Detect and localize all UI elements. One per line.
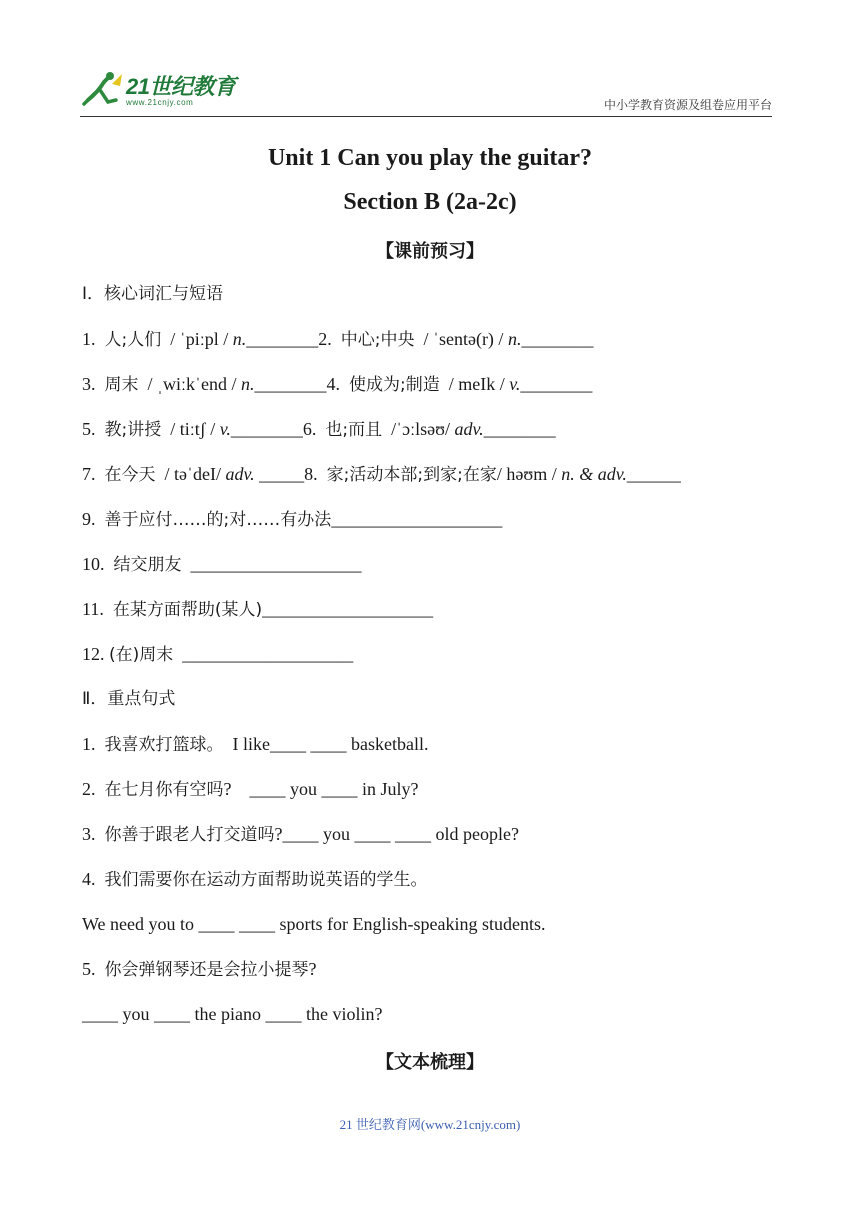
part2-heading: Ⅱ．重点句式: [82, 689, 176, 709]
logo-text: 21世纪教育: [126, 74, 236, 99]
vocab-line-2: 3. 周末 / ˌwiːkˈend / n.________4. 使成为;制造 / meIk / v.________: [82, 374, 593, 395]
header-platform-label: 中小学教育资源及组卷应用平台: [603, 98, 772, 112]
page-header: [80, 66, 772, 117]
vocab-line-1: 1. 人;人们 / ˈpiːpl / n.________2. 中心;中央 / ˈsentə(r) / n.________: [82, 329, 594, 350]
page-subtitle: Section B (2a-2c): [343, 189, 517, 215]
sentence-line-2: 2. 在七月你有空吗? ____ you ____ in July?: [82, 779, 419, 800]
sentence-line-5-en: ____ you ____ the piano ____ the violin?: [82, 1004, 383, 1024]
vocab-line-7: 11. 在某方面帮助(某人)___________________: [82, 599, 434, 620]
page-footer: 21 世纪教育网(www.21cnjy.com): [339, 1117, 521, 1132]
page-title: Unit 1 Can you play the guitar?: [267, 145, 593, 171]
vocab-line-8: 12. (在)周末 ___________________: [82, 644, 354, 665]
sentence-line-1: 1. 我喜欢打篮球。 I like____ ____ basketball.: [82, 734, 429, 755]
sentence-line-5: 5. 你会弹钢琴还是会拉小提琴?: [82, 959, 317, 980]
vocab-line-5: 9. 善于应付……的;对……有办法___________________: [82, 509, 503, 530]
section-text-heading: 【文本梳理】: [376, 1052, 484, 1073]
section-preview-heading: 【课前预习】: [376, 241, 484, 262]
runner-logo-icon: [80, 70, 124, 110]
site-logo: [80, 70, 250, 112]
vocab-line-4: 7. 在今天 / təˈdeI/ adv. _____8. 家;活动本部;到家;在家/ həʊm / n. & adv.______: [82, 464, 681, 485]
vocab-line-3: 5. 教;讲授 / tiːtʃ / v.________6. 也;而且 /ˈɔːlsəʊ/ adv.________: [82, 419, 556, 440]
sentence-line-4-en: We need you to ____ ____ sports for English-speaking students.: [82, 914, 546, 934]
sentence-line-4: 4. 我们需要你在运动方面帮助说英语的学生。: [82, 869, 428, 890]
logo-url: www.21cnjy.com: [126, 98, 194, 107]
sentence-line-3: 3. 你善于跟老人打交道吗?____ you ____ ____ old people?: [82, 824, 519, 845]
vocab-line-6: 10. 结交朋友 ___________________: [82, 554, 362, 575]
part1-heading: Ⅰ．核心词汇与短语: [82, 284, 224, 304]
